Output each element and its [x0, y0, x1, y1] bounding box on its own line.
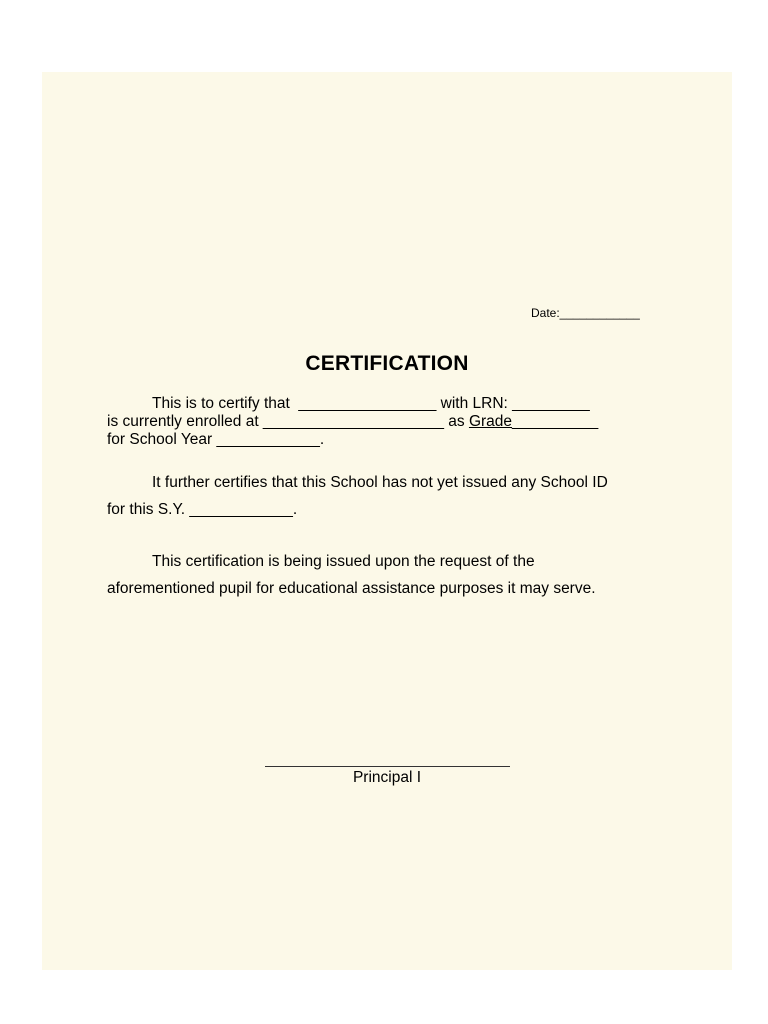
signatory-title: Principal I — [352, 769, 422, 786]
signature-line — [265, 766, 510, 767]
grade-label: Grade — [468, 413, 513, 430]
paragraph1-line2-suffix: __________ — [512, 413, 599, 430]
paragraph1-line1: This is to certify that ________________ with LRN: _________ — [152, 395, 590, 412]
paragraph3-line2: aforementioned pupil for educational assistance purposes it may serve. — [107, 580, 596, 597]
paragraph1-line2 — [107, 413, 598, 431]
date-field: Date:____________ — [531, 306, 640, 320]
paragraph3-line1: This certification is being issued upon the request of the — [152, 553, 535, 570]
paragraph2-line1: It further certifies that this School has not yet issued any School ID — [152, 474, 608, 491]
paragraph1-line2-prefix: is currently enrolled at _____________________ as — [107, 413, 469, 430]
paragraph2-line2: for this S.Y. ____________. — [107, 501, 298, 518]
certificate-page — [42, 72, 732, 970]
document-title: CERTIFICATION — [305, 352, 469, 375]
paragraph1-line3: for School Year ____________. — [107, 431, 325, 448]
